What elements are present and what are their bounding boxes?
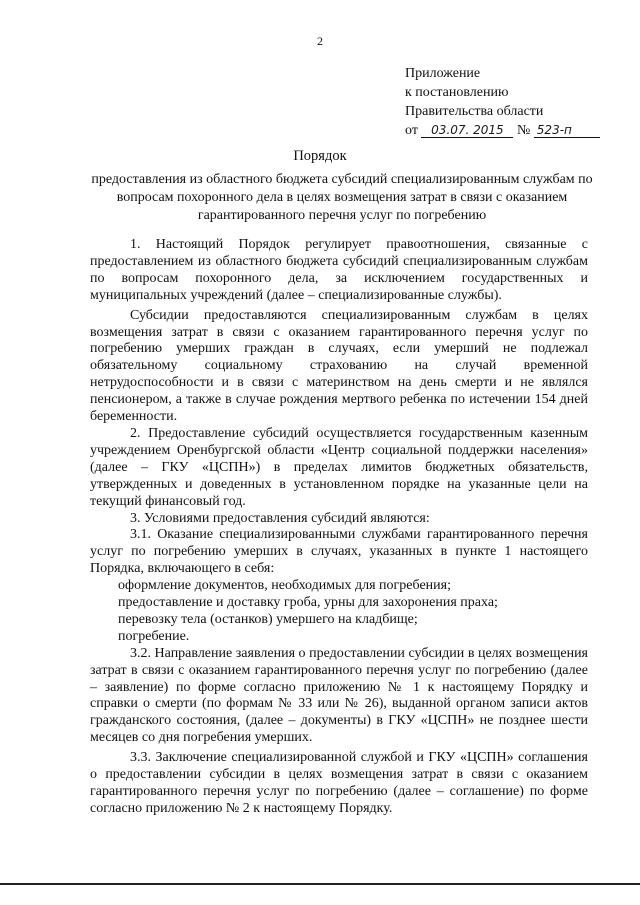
paragraph-7: 3.3. Заключение специализированной службой и ГКУ «ЦСПН» соглашения о предоставлении субсидии в целях возмещения затрат в связи с оказанием гарантированного перечня услуг по погребению (далее – соглашение) по форме согласно приложению № 2 к настоящему Порядку. [90, 750, 588, 816]
paragraph-3: 2. Предоставление субсидий осуществляется государственным казенным учреждением Оренбургской области «Центр социальной поддержки населения» (далее – ГКУ «ЦСПН») в пределах лимитов бюджетных обязательств, утвержденных и доведенных в установленном порядке на указанные цели на текущий финансовый год. [90, 425, 588, 509]
list-item: предоставление и доставку гроба, урны для захоронения праха; [118, 595, 498, 611]
appendix-date-line [405, 121, 625, 140]
date-prefix: от [405, 123, 418, 138]
document-title: Порядок [293, 148, 347, 164]
bottom-scan-edge [0, 883, 640, 885]
appendix-line-2: к постановлению [405, 85, 509, 100]
appendix-block [405, 64, 625, 140]
paragraph-2: Субсидии предоставляются специализированным службам в целях возмещения затрат в связи с оказанием гарантированного перечня услуг по погребению умерших граждан в случаях, если умерший не подлежал обязательному социальному страхованию на случай временной нетрудоспособности и в связи с материнством на день смерти и не являлся пенсионером, а также в случае рождения мертвого ребенка по истечении 154 дней беременности. [90, 307, 588, 425]
handwritten-number: 523-п [534, 123, 600, 138]
list-item: погребение. [118, 628, 190, 644]
paragraph-1: 1. Настоящий Порядок регулирует правоотношения, связанные с предоставлением из областного бюджета субсидий специализированным службам по вопросам похоронного дела, за исключением государственных и муниципальных учреждений (далее – специализированные службы). [90, 237, 588, 303]
handwritten-date: 03.07. 2015 [421, 123, 513, 138]
paragraph-4: 3. Условиями предоставления субсидий являются: [130, 510, 430, 526]
number-prefix: № [516, 123, 531, 138]
paragraph-5: 3.1. Оказание специализированными службами гарантированного перечня услуг по погребению умерших в случаях, указанных в пункте 1 настоящего Порядка, включающего в себя: [90, 527, 588, 577]
page-number: 2 [317, 34, 323, 48]
document-subtitle: предоставления из областного бюджета субсидий специализированным службам по вопросам похоронного дела в целях возмещения затрат в связи с оказанием гарантированного перечня услуг по погребению [91, 172, 593, 223]
appendix-line-1: Приложение [405, 66, 481, 81]
document-body [90, 237, 588, 818]
list-item: оформление документов, необходимых для погребения; [118, 578, 451, 594]
appendix-line-3: Правительства области [405, 104, 544, 119]
list-item: перевозку тела (останков) умершего на кладбище; [118, 611, 418, 627]
paragraph-6: 3.2. Направление заявления о предоставлении субсидии в целях возмещения затрат в связи с оказанием гарантированного перечня услуг по погребению (далее – заявление) по форме согласно приложению № 1 к настоящему Порядку и справки о смерти (по формам № 33 или № 26), выданной органом записи актов гражданского состояния, (далее – документы) в ГКУ «ЦСПН» не позднее шести месяцев со дня погребения умерших. [90, 645, 588, 746]
